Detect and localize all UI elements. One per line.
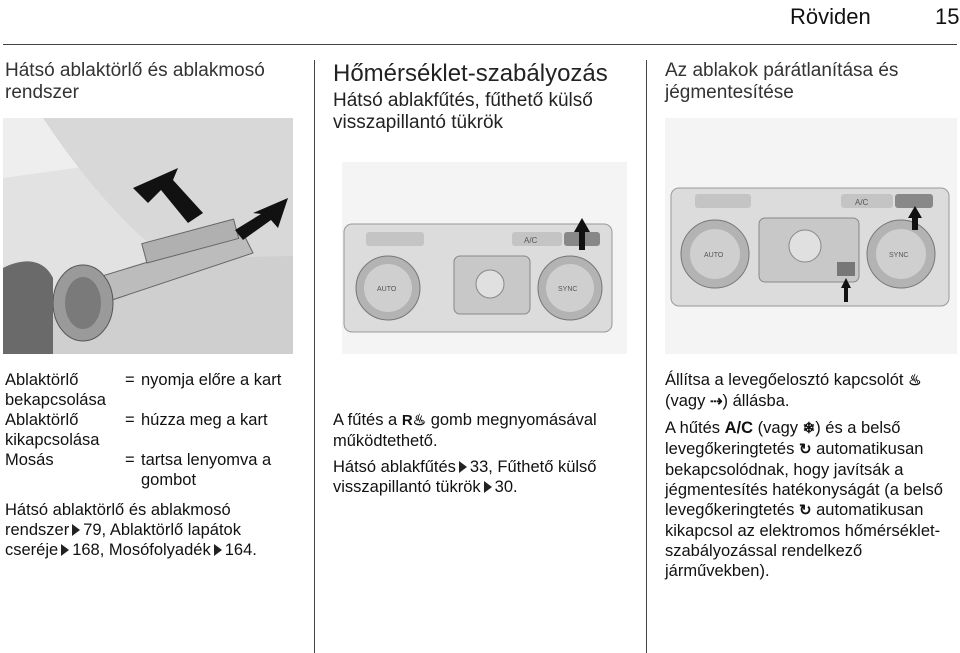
reference-target[interactable]: 33, Fűthető külső visszapillantó tükrök <box>333 458 597 496</box>
sync-knob-label: SYNC <box>889 252 909 259</box>
ac-button-label: A/C <box>524 236 538 245</box>
instruction-text: Állítsa a levegőelosztó kapcsolót <box>665 371 904 389</box>
climate-panel-illustration <box>342 162 627 354</box>
wiper-stalk-illustration <box>3 118 293 354</box>
col1-heading-block <box>5 60 295 104</box>
explanation-text: (vagy <box>757 419 799 437</box>
header-rule <box>3 44 957 45</box>
definition-term: Mosás <box>5 451 54 469</box>
definition-term: Ablaktörlő bekapcsolása <box>5 371 106 409</box>
sync-knob-label: SYNC <box>558 286 578 293</box>
explanation-text: automatikusan kikapcsol az elektromos hőmérséklet-szabályozással rendelkező járművekben). <box>665 501 941 580</box>
equals-sign: = <box>125 371 135 389</box>
reference-target[interactable]: 168, Mosófolyadék <box>72 541 211 559</box>
cooling-explanation <box>665 418 957 581</box>
instruction-text: ) állásba. <box>722 392 790 410</box>
page-reference-icon <box>459 461 467 473</box>
definition-row <box>5 370 295 410</box>
col2-subheading: Hátsó ablakfűtés, fűthető külső visszapillantó tükrök <box>333 90 593 133</box>
col3-heading: Az ablakok párátlanítása és jégmentesítése <box>665 60 899 103</box>
reference-target[interactable]: 30. <box>494 478 518 496</box>
column-divider-2 <box>646 60 647 653</box>
definition-row <box>5 410 295 450</box>
column-divider-1 <box>314 60 315 653</box>
ac-button-label: A/C <box>855 198 869 207</box>
page-reference-icon <box>214 544 222 556</box>
col2-heading: Hőmérséklet-szabályozás <box>333 60 608 87</box>
auto-knob-label: AUTO <box>704 252 724 259</box>
definition-row <box>5 450 295 490</box>
reference-topic: Hátsó ablaktörlő és ablakmosó rendszer <box>5 501 231 539</box>
definition-value: húzza meg a kart <box>141 411 268 429</box>
equals-sign: = <box>125 451 135 469</box>
explanation-text: ) és a belső levegőkeringtetés <box>665 419 901 458</box>
reference-text <box>5 500 295 560</box>
reference-topic: Hátsó ablakfűtés <box>333 458 456 476</box>
definition-value: tartsa lenyomva a gombot <box>141 451 272 489</box>
ac-symbol: A/C <box>724 419 754 437</box>
reference-target[interactable]: 79, Ablaktörlő lapátok cseréje <box>5 521 241 559</box>
explanation-text: A hűtés <box>665 419 721 437</box>
defrost-instruction <box>665 370 957 412</box>
col1-heading: Hátsó ablaktörlő és ablakmosó rendszer <box>5 60 265 103</box>
page-reference-icon <box>61 544 69 556</box>
climate-panel-illustration <box>665 118 957 354</box>
auto-knob-label: AUTO <box>377 286 397 293</box>
definition-value: nyomja előre a kart <box>141 371 282 389</box>
instruction-text: A fűtés a <box>333 411 398 429</box>
reference-target[interactable]: 164. <box>224 541 257 559</box>
instruction-text: gomb megnyomásával működtethető. <box>333 411 597 450</box>
rear-window-heat-icon: R♨ <box>401 412 427 429</box>
equals-sign: = <box>125 411 135 429</box>
explanation-text: automatikusan bekapcsolódnak, hogy javítsák a jégmentesítés hatékonyságát (a belső levegőkeringtetés <box>665 440 943 519</box>
instruction-text: (vagy <box>665 392 706 410</box>
wiper-definition-list <box>5 370 295 490</box>
climate-panel-figure-defrost <box>665 118 957 354</box>
climate-panel-figure-rear-heat <box>342 162 627 354</box>
col1-reference-paragraph <box>5 500 295 560</box>
page-number: 15 <box>935 4 960 29</box>
running-header-section: Röviden <box>790 4 871 29</box>
rear-heat-references <box>333 457 633 497</box>
page-reference-icon <box>72 524 80 536</box>
rear-heat-instruction <box>333 410 633 451</box>
col2-heading-block <box>333 60 633 134</box>
definition-term: Ablaktörlő kikapcsolása <box>5 411 100 449</box>
page-reference-icon <box>484 481 492 493</box>
col2-body <box>333 410 633 497</box>
recirculation-icon: ↻ <box>798 441 812 458</box>
col3-heading-block <box>665 60 957 104</box>
snowflake-icon: ❄ <box>802 420 816 437</box>
windscreen-defrost-icon: ♨ <box>908 372 922 389</box>
wiper-stalk-figure <box>3 118 293 354</box>
recirculation-icon: ↻ <box>798 502 812 519</box>
air-distribution-icon: ⇢ <box>709 393 723 410</box>
col3-body <box>665 370 957 581</box>
